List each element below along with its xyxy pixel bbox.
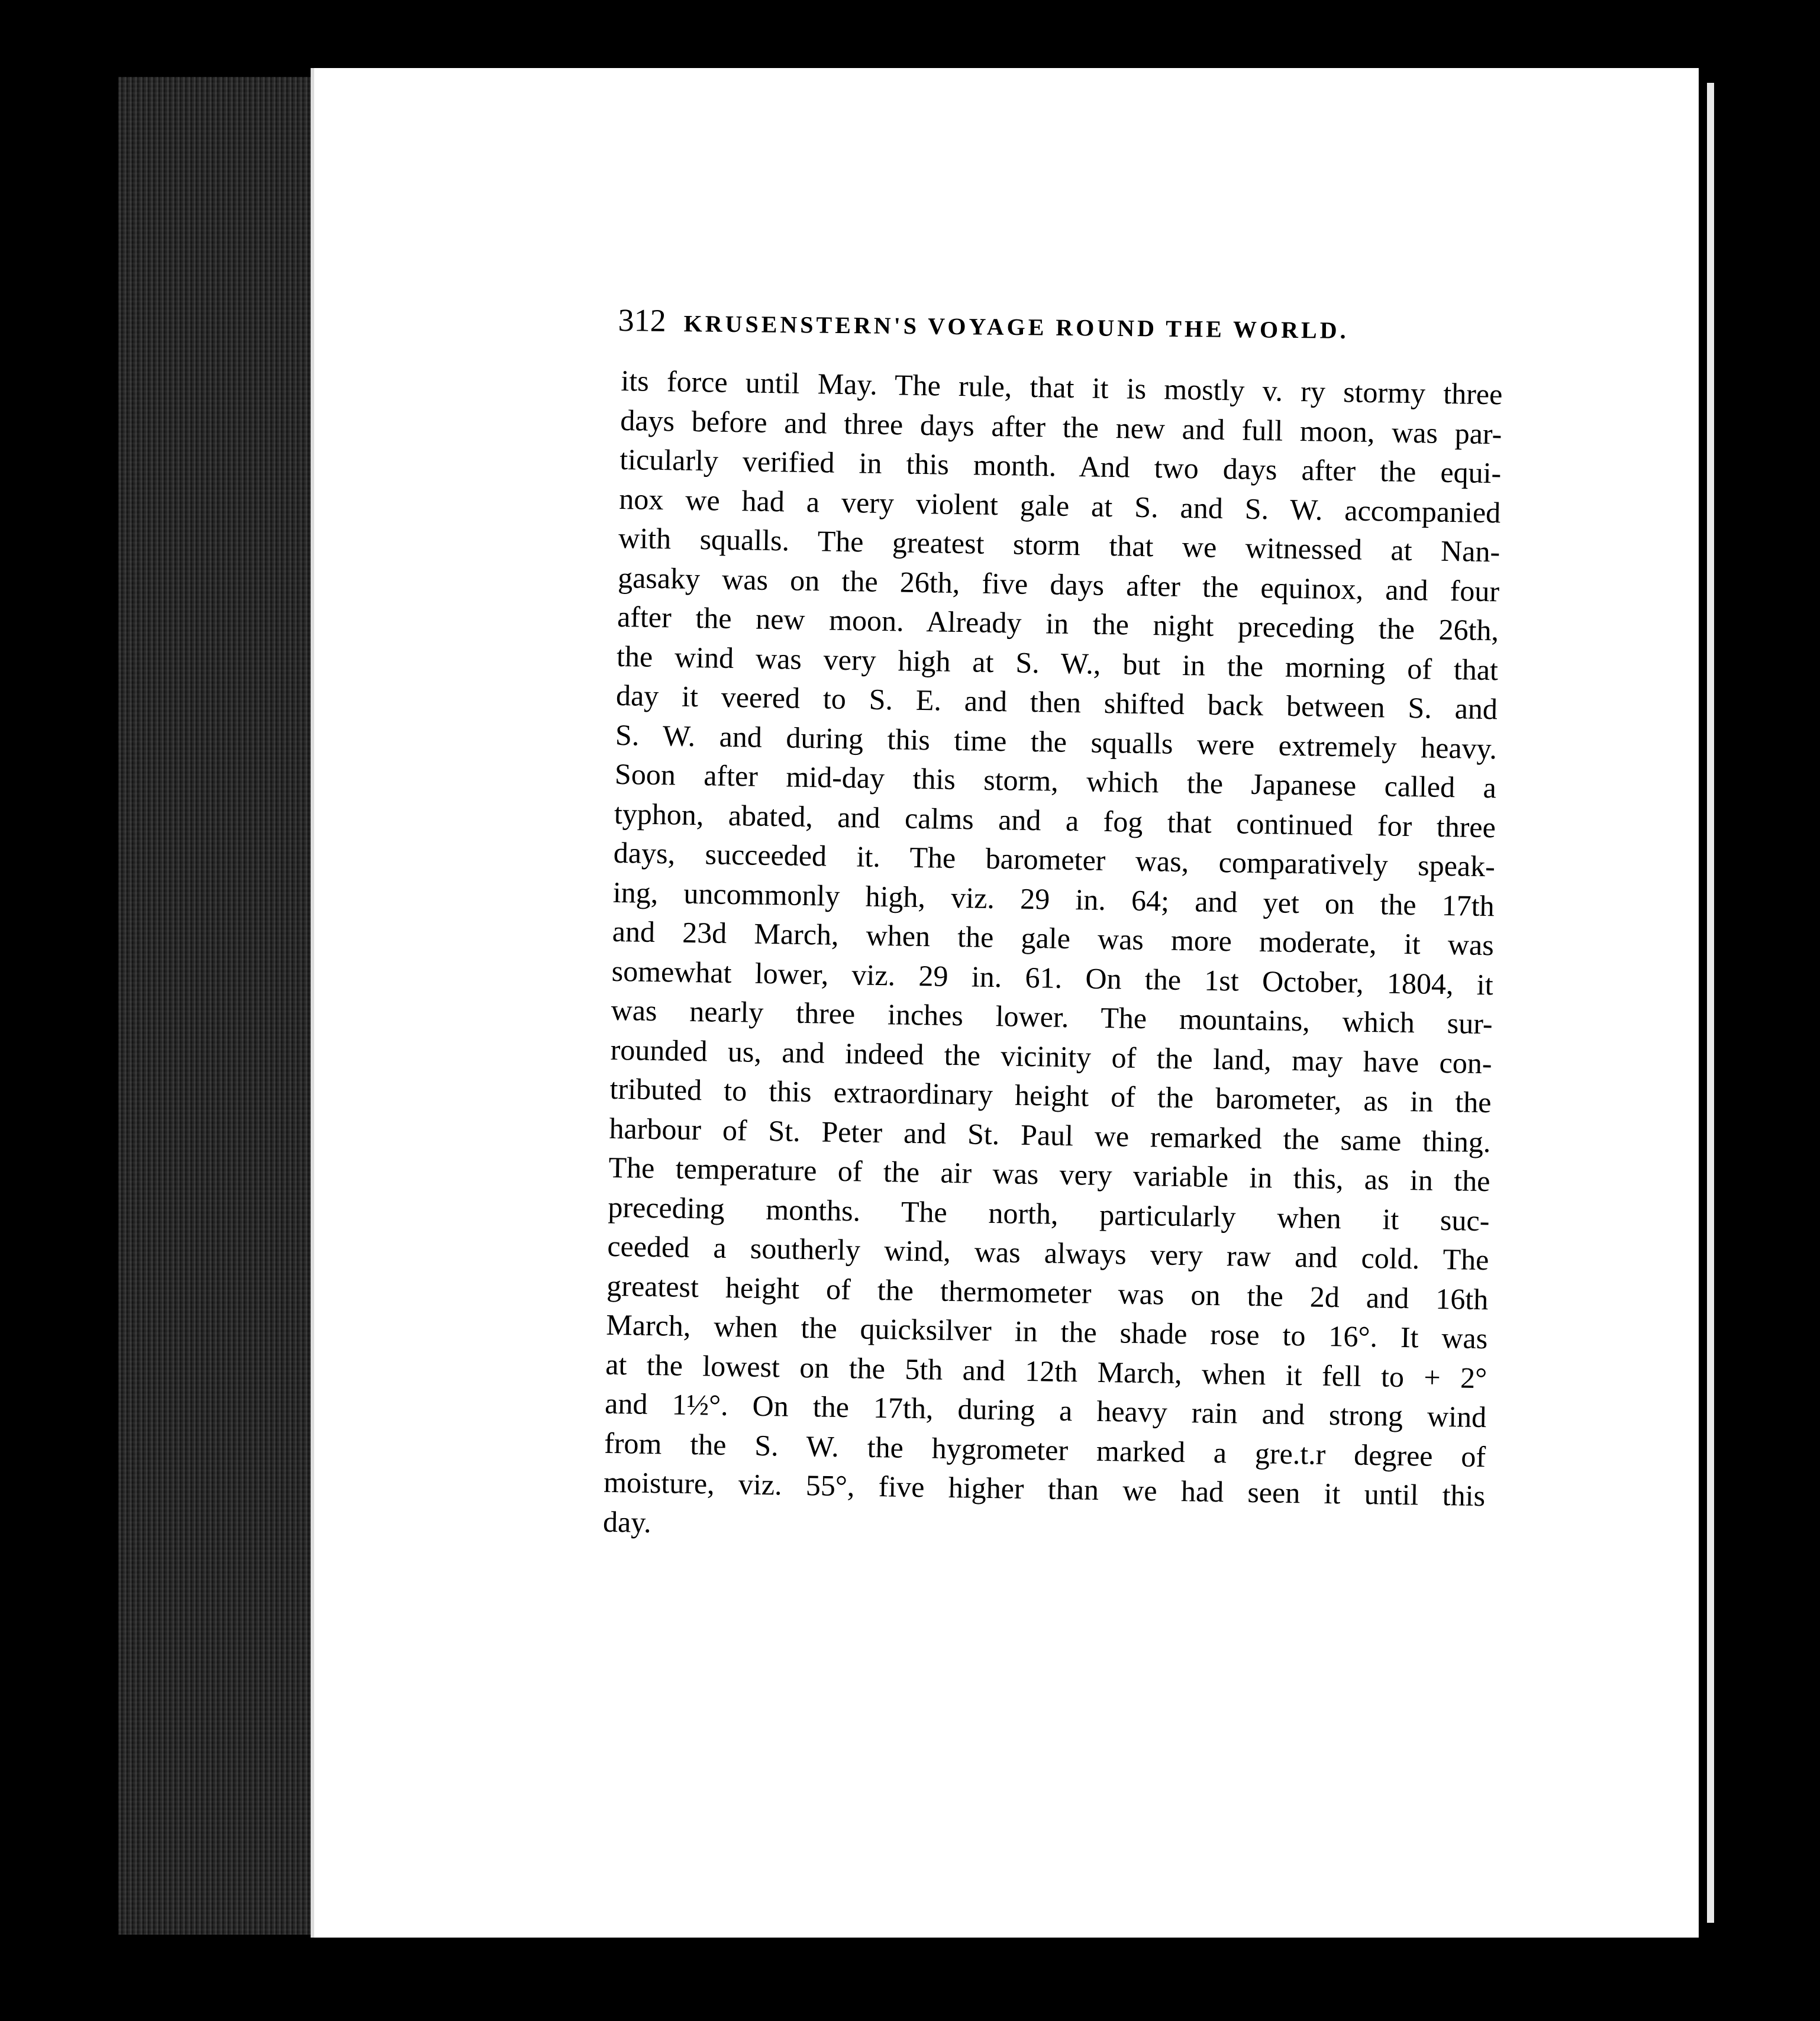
text-line: days, succeeded it. The barometer was, comparatively speak-: [613, 835, 1496, 883]
text-line: from the S. W. the hygrometer marked a gre.t.r degree of: [604, 1426, 1486, 1473]
text-line: moisture, viz. 55°, five higher than we had seen it until this: [603, 1465, 1486, 1513]
book-page-edges: [118, 77, 314, 1935]
text-line: the wind was very high at S. W., but in the morning of that: [616, 639, 1499, 686]
text-line: ticularly verified in this month. And two days after the equi-: [619, 442, 1502, 490]
running-head: KRUSENSTERN'S VOYAGE ROUND THE WORLD.: [683, 310, 1349, 344]
text-line: was nearly three inches lower. The mountains, which sur-: [611, 993, 1493, 1041]
text-line: March, when the quicksilver in the shade rose to 16°. It was: [605, 1307, 1488, 1355]
page-number: 312: [618, 302, 666, 338]
text-line: days before and three days after the new and full moon, was par-: [619, 403, 1502, 450]
text-line: ing, uncommonly high, viz. 29 in. 64; and yet on the 17th: [612, 875, 1495, 922]
text-line: greatest height of the thermometer was on the 2d and 16th: [606, 1268, 1489, 1316]
text-line: somewhat lower, viz. 29 in. 61. On the 1st October, 1804, it: [611, 954, 1494, 1001]
text-line: S. W. and during this time the squalls were extremely heavy.: [615, 718, 1498, 765]
text-line: at the lowest on the 5th and 12th March, when it fell to + 2°: [605, 1347, 1487, 1394]
facing-page-edge: [1707, 83, 1714, 1923]
text-line: after the new moon. Already in the night preceding the 26th,: [617, 599, 1499, 647]
text-line: nox we had a very violent gale at S. and S. W. accompanied: [618, 482, 1501, 529]
text-line: The temperature of the air was very variable in this, as in the: [608, 1150, 1490, 1198]
text-line: tributed to this extraordinary height of the barometer, as in the: [609, 1071, 1492, 1119]
text-line: and 23d March, when the gale was more moderate, it was: [612, 914, 1495, 962]
text-line: harbour of St. Peter and St. Paul we remarked the same thing.: [609, 1111, 1491, 1158]
text-line: Soon after mid-day this storm, which the Japanese called a: [614, 757, 1497, 805]
text-line: ceeded a southerly wind, was always very raw and cold. The: [607, 1229, 1489, 1277]
text-line: preceding months. The north, particularly when it suc-: [608, 1190, 1490, 1237]
text-line: typhon, abated, and calms and a fog that continued for three: [614, 796, 1496, 844]
text-line: with squalls. The greatest storm that we witnessed at Nan-: [618, 521, 1500, 569]
text-line: day it veered to S. E. and then shifted back between S. and: [615, 678, 1498, 726]
text-line: gasaky was on the 26th, five days after the equinox, and four: [617, 560, 1500, 608]
text-line: and 1½°. On the 17th, during a heavy rain and strong wind: [604, 1386, 1487, 1434]
text-line: day.: [602, 1505, 652, 1539]
body-text: [603, 361, 1503, 1555]
text-line: rounded us, and indeed the vicinity of the land, may have con-: [610, 1032, 1492, 1080]
text-line: its force until May. The rule, that it is mostly v. ry stormy three: [621, 363, 1503, 411]
